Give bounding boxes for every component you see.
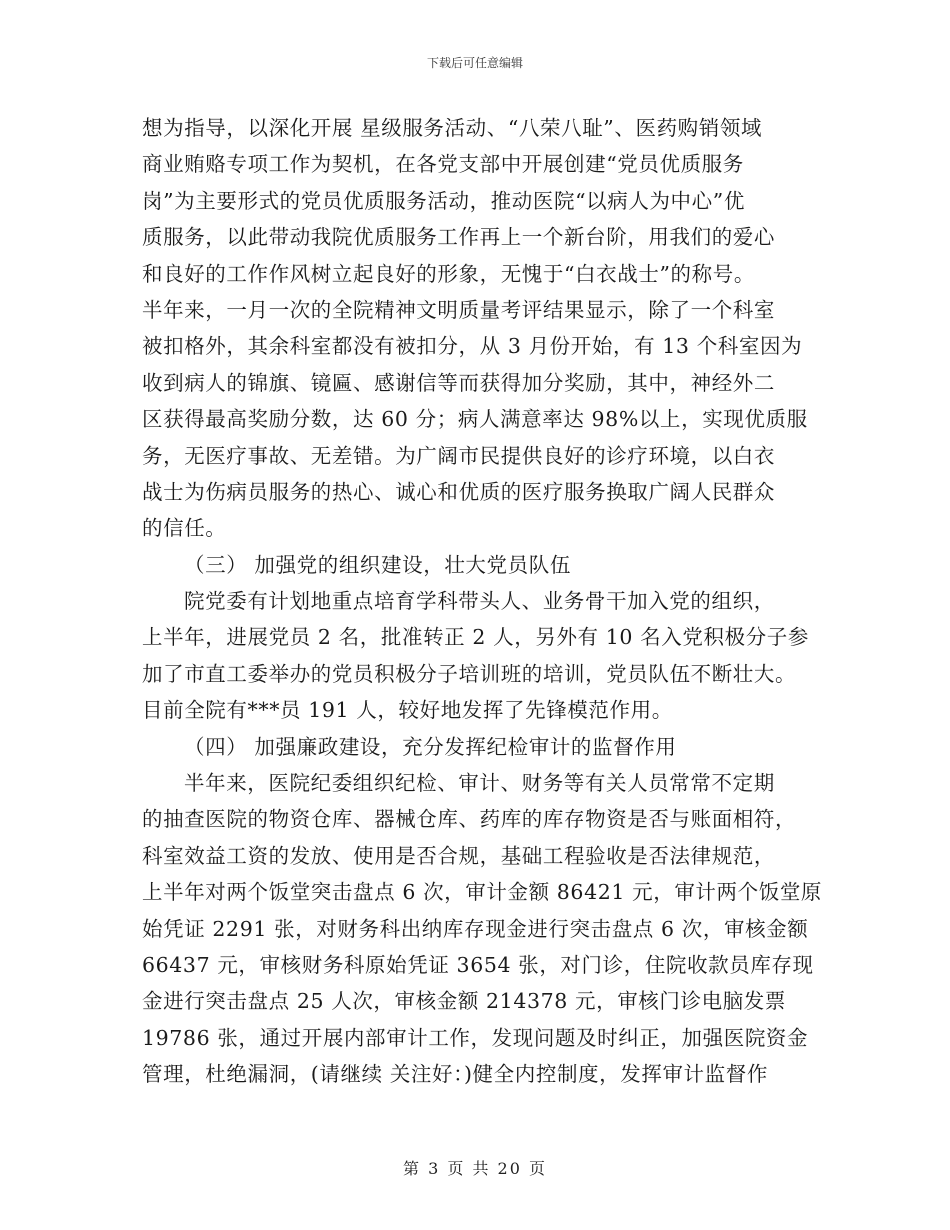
page-header: 下载后可任意编辑 bbox=[426, 56, 523, 70]
document-body bbox=[142, 110, 822, 1093]
paragraph-line: 始凭证 2291 张，对财务科出纳库存现金进行突击盘点 6 次，审核金额 bbox=[142, 916, 809, 941]
paragraph-line: 和良好的工作作风树立起良好的形象，无愧于“白衣战士”的称号。 bbox=[142, 261, 755, 286]
paragraph-line: 的信任。 bbox=[142, 516, 227, 541]
page-footer: 第 3 页 共 20 页 bbox=[403, 1159, 547, 1178]
paragraph-line: 科室效益工资的发放、使用是否合规，基础工程验收是否法律规范， bbox=[142, 843, 775, 868]
paragraph-line: 上半年，进展党员 2 名，批准转正 2 人，另外有 10 名入党积极分子参 bbox=[142, 625, 809, 650]
paragraph-line: 加了市直工委举办的党员积极分子培训班的培训，党员队伍不断壮大。 bbox=[142, 661, 797, 686]
paragraph-line: 金进行突击盘点 25 人次，审核金额 214378 元，审核门诊电脑发票 bbox=[142, 989, 787, 1014]
paragraph-line: 管理，杜绝漏洞，(请继续 关注好：)健全内控制度，发挥审计监督作 bbox=[142, 1062, 768, 1087]
paragraph-line: （三） 加强党的组织建设，壮大党员队伍 bbox=[184, 552, 571, 577]
paragraph-line: 想为指导，以深化开展 星级服务活动、“八荣八耻”、医药购销领域 bbox=[142, 116, 763, 140]
paragraph-line: 质服务，以此带动我院优质服务工作再上一个新台阶，用我们的爱心 bbox=[142, 225, 775, 250]
paragraph-line: 务，无医疗事故、无差错。为广阔市民提供良好的诊疗环境，以白衣 bbox=[142, 443, 775, 468]
paragraph-line: 收到病人的锦旗、镜匾、感谢信等而获得加分奖励，其中，神经外二 bbox=[142, 370, 775, 395]
paragraph-line: 半年来，医院纪委组织纪检、审计、财务等有关人员常常不定期 bbox=[184, 771, 775, 796]
paragraph-line: 66437 元，审核财务科原始凭证 3654 张，对门诊，住院收款员库存现 bbox=[142, 952, 814, 977]
paragraph-line: 区获得最高奖励分数，达 60 分；病人满意率达 98%以上，实现优质服 bbox=[142, 407, 808, 432]
paragraph-line: 院党委有计划地重点培育学科带头人、业务骨干加入党的组织， bbox=[184, 589, 775, 614]
paragraph-line: （四） 加强廉政建设，充分发挥纪检审计的监督作用 bbox=[184, 734, 677, 759]
paragraph-line: 商业贿赂专项工作为契机，在各党支部中开展创建“党员优质服务 bbox=[142, 152, 744, 177]
paragraph-line: 目前全院有***员 191 人，较好地发挥了先锋模范作用。 bbox=[142, 698, 673, 723]
paragraph-line: 岗”为主要形式的党员优质服务活动，推动医院“以病人为中心”优 bbox=[142, 188, 745, 213]
paragraph-line: 被扣格外，其余科室都没有被扣分，从 3 月份开始，有 13 个科室因为 bbox=[142, 334, 803, 359]
paragraph-line: 战士为伤病员服务的热心、诚心和优质的医疗服务换取广阔人民群众 bbox=[142, 479, 775, 504]
paragraph-line: 19786 张，通过开展内部审计工作，发现问题及时纠正，加强医院资金 bbox=[142, 1025, 809, 1050]
paragraph-line: 半年来，一月一次的全院精神文明质量考评结果显示，除了一个科室 bbox=[142, 297, 775, 322]
paragraph-line: 的抽查医院的物资仓库、器械仓库、药库的库存物资是否与账面相符， bbox=[142, 807, 797, 832]
paragraph-line: 上半年对两个饭堂突击盘点 6 次，审计金额 86421 元，审计两个饭堂原 bbox=[142, 880, 823, 905]
